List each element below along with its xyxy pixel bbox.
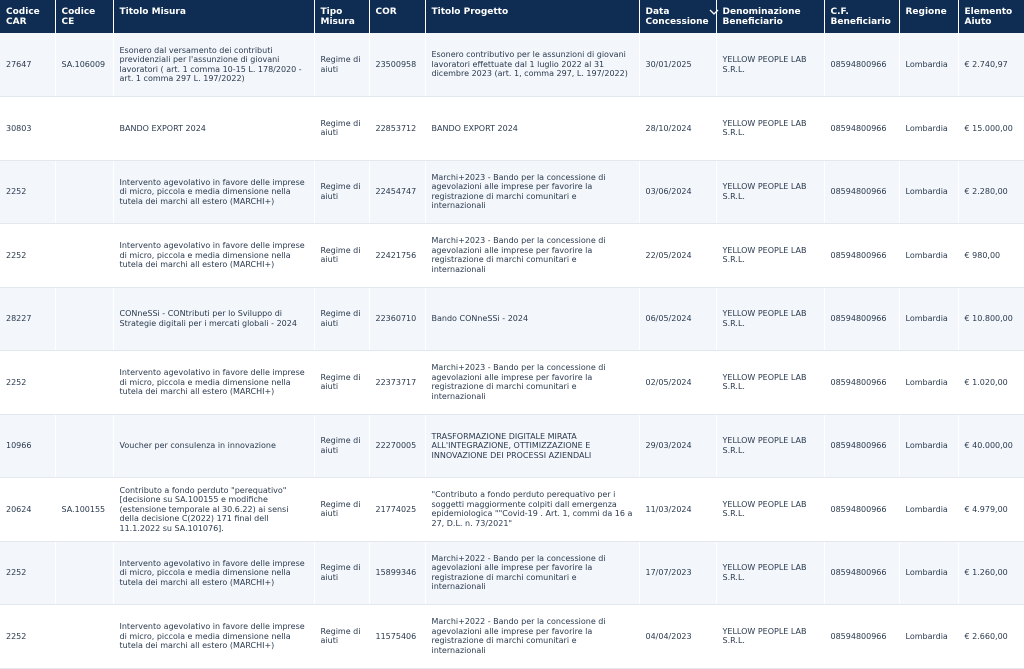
cell-text: 2252: [6, 377, 27, 387]
cell-tipo-misura: [314, 287, 369, 351]
cell-titolo-progetto: [425, 541, 639, 605]
cell-text: 08594800966: [830, 314, 887, 323]
cell-text: SA.100155: [61, 504, 106, 514]
column-header-label: Titolo Misura: [119, 7, 186, 17]
cell-text: 21774025: [375, 504, 417, 514]
table-row[interactable]: [0, 33, 1024, 97]
cell-tipo-misura: [314, 351, 369, 415]
cell-text: Regime di aiuti: [320, 55, 361, 74]
column-header-titolo-progetto[interactable]: [425, 0, 639, 33]
cell-codice-ce: [55, 414, 113, 478]
cell-data-concessione: [639, 224, 716, 288]
cell-text: 11/03/2024: [645, 504, 692, 514]
cell-text: BANDO EXPORT 2024: [119, 123, 206, 133]
cell-data-concessione: [639, 160, 716, 224]
cell-text: YELLOW PEOPLE LAB S.R.L.: [722, 436, 807, 455]
cell-codice-car: [0, 541, 55, 605]
table-header: [0, 0, 1024, 33]
sortable-header: [646, 7, 710, 27]
column-header-label: COR: [375, 7, 397, 17]
cell-text: € 4.979,00: [964, 504, 1008, 514]
cell-cor: [369, 605, 425, 669]
cell-text: € 2.740,97: [964, 59, 1008, 69]
cell-data-concessione: [639, 541, 716, 605]
cell-data-concessione: [639, 287, 716, 351]
table-row[interactable]: [0, 287, 1024, 351]
cell-titolo-misura: [113, 541, 314, 605]
column-header-codice-car[interactable]: [0, 0, 55, 33]
cell-titolo-progetto: [425, 97, 639, 161]
cell-cor: [369, 414, 425, 478]
cell-text: 11575406: [375, 631, 417, 641]
cell-titolo-progetto: [425, 351, 639, 415]
cell-elemento-aiuto: [958, 97, 1024, 161]
cell-text: € 2.660,00: [964, 631, 1008, 641]
cell-text: Lombardia: [905, 504, 948, 514]
cell-text: Regime di aiuti: [320, 626, 361, 646]
cell-tipo-misura: [314, 224, 369, 288]
cell-tipo-misura: [314, 605, 369, 669]
cell-elemento-aiuto: [958, 478, 1024, 542]
cell-tipo-misura: [314, 541, 369, 605]
cell-text: € 980,00: [964, 250, 1001, 260]
cell-data-concessione: [639, 351, 716, 415]
cell-cor: [369, 224, 425, 288]
table-body: [0, 33, 1024, 668]
cell-denominazione: [716, 478, 824, 542]
cell-codice-ce: [55, 224, 113, 288]
cell-titolo-misura: [113, 414, 314, 478]
cell-codice-car: [0, 605, 55, 669]
table-row[interactable]: [0, 605, 1024, 669]
cell-codice-ce: [55, 97, 113, 161]
cell-text: Regime di aiuti: [320, 499, 361, 519]
cell-regione: [899, 351, 958, 415]
column-header-titolo-misura[interactable]: [113, 0, 314, 33]
cell-text: Intervento agevolativo in favore delle imprese di micro, piccola e media dimensione nella tutela dei marchi all estero (MARCHI+): [119, 241, 305, 269]
cell-cor: [369, 160, 425, 224]
cell-text: YELLOW PEOPLE LAB S.R.L.: [722, 245, 807, 265]
cell-text: SA.106009: [61, 59, 106, 69]
cell-denominazione: [716, 541, 824, 605]
cell-text: Lombardia: [905, 250, 948, 260]
column-header-label: Data Concessione: [645, 7, 709, 27]
column-header-elemento-aiuto[interactable]: [958, 0, 1024, 33]
table-row[interactable]: [0, 224, 1024, 288]
column-header-data-concessione[interactable]: [639, 0, 716, 33]
cell-text: 06/05/2024: [645, 314, 692, 323]
cell-data-concessione: [639, 414, 716, 478]
cell-titolo-progetto: [425, 160, 639, 224]
cell-text: Regime di aiuti: [320, 182, 361, 201]
cell-cf: [824, 224, 899, 288]
cell-titolo-misura: [113, 478, 314, 542]
cell-codice-ce: [55, 160, 113, 224]
cell-text: 08594800966: [830, 631, 887, 641]
cell-text: YELLOW PEOPLE LAB S.R.L.: [722, 55, 807, 74]
cell-text: 22/05/2024: [645, 250, 692, 260]
cell-text: 2252: [6, 250, 27, 260]
cell-denominazione: [716, 351, 824, 415]
cell-text: Intervento agevolativo in favore delle imprese di micro, piccola e media dimensione nella tutela dei marchi all estero (MARCHI+): [119, 368, 305, 396]
cell-text: 2252: [6, 187, 27, 196]
column-header-label: C.F. Beneficiario: [830, 7, 891, 27]
cell-regione: [899, 224, 958, 288]
cell-cor: [369, 478, 425, 542]
cell-text: 23500958: [375, 59, 417, 69]
cell-text: YELLOW PEOPLE LAB S.R.L.: [722, 182, 807, 201]
cell-text: Marchi+2022 - Bando per la concessione di agevolazioni alle imprese per favorire la registrazione di marchi comunitari e internazionali: [431, 617, 606, 655]
cell-text: 22360710: [375, 314, 417, 323]
cell-titolo-progetto: [425, 287, 639, 351]
cell-text: 20624: [6, 504, 32, 514]
cell-text: 28/10/2024: [645, 123, 692, 133]
cell-codice-car: [0, 478, 55, 542]
cell-denominazione: [716, 97, 824, 161]
table-row[interactable]: [0, 414, 1024, 478]
cell-tipo-misura: [314, 33, 369, 97]
cell-titolo-progetto: [425, 414, 639, 478]
cell-text: € 2.280,00: [964, 187, 1008, 196]
cell-codice-ce: [55, 541, 113, 605]
cell-text: BANDO EXPORT 2024: [431, 123, 518, 133]
chevron-down-icon[interactable]: [709, 7, 719, 17]
cell-regione: [899, 541, 958, 605]
cell-elemento-aiuto: [958, 33, 1024, 97]
cell-denominazione: [716, 160, 824, 224]
column-header-label: Regione: [905, 7, 947, 17]
cell-regione: [899, 33, 958, 97]
cell-data-concessione: [639, 605, 716, 669]
cell-text: 08594800966: [830, 187, 887, 196]
cell-cf: [824, 97, 899, 161]
table-row[interactable]: [0, 160, 1024, 224]
column-header-label: Denominazione Beneficiario: [722, 7, 801, 27]
cell-text: 08594800966: [830, 377, 887, 387]
cell-elemento-aiuto: [958, 287, 1024, 351]
cell-cor: [369, 541, 425, 605]
cell-text: Lombardia: [905, 568, 948, 577]
cell-text: "Contributo a fondo perduto perequativo per i soggetti maggiormente colpiti dall emergenza epidemiologica ""Covid-19 . Art. 1, commi da 16 a 27, D.L. n. 73/2021": [431, 490, 633, 528]
cell-text: TRASFORMAZIONE DIGITALE MIRATA ALL'INTEGRAZIONE, OTTIMIZZAZIONE E INNOVAZIONE DEI PROCESSI AZIENDALI: [431, 431, 592, 460]
cell-titolo-progetto: [425, 605, 639, 669]
cell-text: € 40.000,00: [964, 441, 1013, 450]
cell-codice-car: [0, 224, 55, 288]
cell-cf: [824, 33, 899, 97]
cell-text: Regime di aiuti: [320, 309, 361, 328]
cell-text: YELLOW PEOPLE LAB S.R.L.: [722, 563, 807, 582]
column-header-cf[interactable]: [824, 0, 899, 33]
cell-text: Contributo a fondo perduto "perequativo" [decisione su SA.100155 e modifiche (estensione temporale al 30.6.22) ai sensi della decisione C(2022) 171 final dell 11.1.2022 su SA.101076].: [119, 485, 289, 533]
cell-text: Marchi+2023 - Bando per la concessione di agevolazioni alle imprese per favorire la registrazione di marchi comunitari e internazionali: [431, 236, 606, 274]
cell-text: YELLOW PEOPLE LAB S.R.L.: [722, 626, 807, 646]
cell-elemento-aiuto: [958, 351, 1024, 415]
cell-text: € 1.260,00: [964, 568, 1008, 577]
cell-denominazione: [716, 287, 824, 351]
cell-titolo-misura: [113, 351, 314, 415]
cell-elemento-aiuto: [958, 541, 1024, 605]
cell-text: 08594800966: [830, 123, 887, 133]
cell-cf: [824, 414, 899, 478]
cell-tipo-misura: [314, 478, 369, 542]
cell-codice-car: [0, 33, 55, 97]
column-header-label: Titolo Progetto: [431, 7, 509, 17]
cell-codice-ce: [55, 287, 113, 351]
cell-text: Intervento agevolativo in favore delle imprese di micro, piccola e media dimensione nella tutela dei marchi all estero (MARCHI+): [119, 622, 305, 650]
cell-text: YELLOW PEOPLE LAB S.R.L.: [722, 372, 807, 392]
cell-denominazione: [716, 33, 824, 97]
cell-text: YELLOW PEOPLE LAB S.R.L.: [722, 118, 807, 138]
cell-codice-ce: [55, 478, 113, 542]
cell-text: 22270005: [375, 441, 417, 450]
cell-regione: [899, 97, 958, 161]
cell-codice-ce: [55, 33, 113, 97]
cell-titolo-misura: [113, 97, 314, 161]
cell-text: 02/05/2024: [645, 377, 692, 387]
cell-regione: [899, 414, 958, 478]
cell-text: Intervento agevolativo in favore delle imprese di micro, piccola e media dimensione nella tutela dei marchi all estero (MARCHI+): [119, 558, 305, 587]
cell-titolo-misura: [113, 605, 314, 669]
cell-text: 22454747: [375, 187, 417, 196]
cell-codice-car: [0, 97, 55, 161]
cell-text: Bando CONneSSi - 2024: [431, 314, 529, 323]
cell-text: Marchi+2023 - Bando per la concessione di agevolazioni alle imprese per favorire la registrazione di marchi comunitari e internazionali: [431, 172, 606, 211]
cell-text: 22853712: [375, 123, 417, 133]
column-header-tipo-misura[interactable]: [314, 0, 369, 33]
cell-elemento-aiuto: [958, 160, 1024, 224]
cell-text: Regime di aiuti: [320, 563, 361, 582]
cell-elemento-aiuto: [958, 605, 1024, 669]
cell-titolo-misura: [113, 33, 314, 97]
cell-text: Marchi+2023 - Bando per la concessione di agevolazioni alle imprese per favorire la registrazione di marchi comunitari e internazionali: [431, 363, 606, 401]
cell-tipo-misura: [314, 97, 369, 161]
cell-cf: [824, 478, 899, 542]
cell-text: Lombardia: [905, 123, 948, 133]
cell-text: Regime di aiuti: [320, 372, 361, 392]
table-row[interactable]: [0, 351, 1024, 415]
cell-cor: [369, 97, 425, 161]
cell-denominazione: [716, 605, 824, 669]
table-row[interactable]: [0, 97, 1024, 161]
cell-text: YELLOW PEOPLE LAB S.R.L.: [722, 499, 807, 519]
cell-text: Lombardia: [905, 377, 948, 387]
cell-regione: [899, 287, 958, 351]
column-header-label: Codice CAR: [6, 7, 40, 27]
cell-text: Lombardia: [905, 441, 948, 450]
column-header-label: Tipo Misura: [320, 7, 355, 27]
cell-text: 2252: [6, 568, 27, 577]
cell-text: 28227: [6, 314, 32, 323]
cell-text: 27647: [6, 59, 32, 69]
table-row[interactable]: [0, 478, 1024, 542]
cell-text: 08594800966: [830, 504, 887, 514]
cell-denominazione: [716, 414, 824, 478]
cell-titolo-misura: [113, 160, 314, 224]
cell-codice-car: [0, 414, 55, 478]
cell-data-concessione: [639, 97, 716, 161]
cell-titolo-misura: [113, 287, 314, 351]
cell-tipo-misura: [314, 160, 369, 224]
cell-regione: [899, 478, 958, 542]
cell-text: 08594800966: [830, 59, 887, 69]
cell-cf: [824, 287, 899, 351]
cell-text: Regime di aiuti: [320, 245, 361, 265]
column-header-denominazione[interactable]: [716, 0, 824, 33]
cell-codice-car: [0, 351, 55, 415]
cell-text: 10966: [6, 441, 32, 450]
cell-codice-car: [0, 160, 55, 224]
cell-cf: [824, 541, 899, 605]
cell-denominazione: [716, 224, 824, 288]
cell-text: Intervento agevolativo in favore delle imprese di micro, piccola e media dimensione nella tutela dei marchi all estero (MARCHI+): [119, 177, 305, 206]
cell-text: Regime di aiuti: [320, 436, 361, 455]
cell-cf: [824, 160, 899, 224]
cell-titolo-progetto: [425, 224, 639, 288]
cell-text: Lombardia: [905, 187, 948, 196]
cell-text: Lombardia: [905, 59, 948, 69]
cell-codice-ce: [55, 351, 113, 415]
cell-cf: [824, 605, 899, 669]
cell-text: 08594800966: [830, 441, 887, 450]
cell-data-concessione: [639, 33, 716, 97]
cell-tipo-misura: [314, 414, 369, 478]
cell-cor: [369, 33, 425, 97]
table-row[interactable]: [0, 541, 1024, 605]
cell-text: 22421756: [375, 250, 417, 260]
column-header-regione[interactable]: [899, 0, 958, 33]
cell-text: € 1.020,00: [964, 377, 1008, 387]
cell-text: € 15.000,00: [964, 123, 1013, 133]
cell-regione: [899, 605, 958, 669]
cell-text: Voucher per consulenza in innovazione: [119, 441, 276, 450]
column-header-label: Codice CE: [61, 7, 96, 27]
cell-text: 15899346: [375, 568, 417, 577]
cell-text: 2252: [6, 631, 27, 641]
cell-elemento-aiuto: [958, 224, 1024, 288]
cell-text: CONneSSi - CONtributi per lo Sviluppo di Strategie digitali per i mercati globali - 2024: [119, 309, 297, 328]
column-header-codice-ce[interactable]: [55, 0, 113, 33]
cell-text: Regime di aiuti: [320, 118, 361, 138]
cell-cf: [824, 351, 899, 415]
cell-data-concessione: [639, 478, 716, 542]
cell-elemento-aiuto: [958, 414, 1024, 478]
cell-text: Marchi+2022 - Bando per la concessione di agevolazioni alle imprese per favorire la registrazione di marchi comunitari e internazionali: [431, 553, 606, 592]
cell-text: 17/07/2023: [645, 568, 692, 577]
cell-text: Lombardia: [905, 314, 948, 323]
cell-text: YELLOW PEOPLE LAB S.R.L.: [722, 309, 807, 328]
cell-cor: [369, 351, 425, 415]
cell-text: 04/04/2023: [645, 631, 692, 641]
cell-regione: [899, 160, 958, 224]
cell-codice-ce: [55, 605, 113, 669]
cell-titolo-misura: [113, 224, 314, 288]
cell-cor: [369, 287, 425, 351]
table-header-row: [0, 0, 1024, 33]
cell-text: 08594800966: [830, 250, 887, 260]
cell-codice-car: [0, 287, 55, 351]
column-header-cor[interactable]: [369, 0, 425, 33]
cell-text: 03/06/2024: [645, 187, 692, 196]
column-header-label: Elemento Aiuto: [964, 7, 1013, 27]
cell-text: 29/03/2024: [645, 441, 692, 450]
cell-text: 30/01/2025: [645, 59, 692, 69]
cell-titolo-progetto: [425, 478, 639, 542]
cell-text: 22373717: [375, 377, 417, 387]
cell-text: 30803: [6, 123, 32, 133]
cell-text: Esonero dal versamento dei contributi previdenziali per l'assunzione di giovani lavoratori ( art. 1 comma 10-15 L. 178/2020 - art. 1 comma 297 L. 197/2022): [119, 45, 302, 83]
cell-text: 08594800966: [830, 568, 887, 577]
cell-titolo-progetto: [425, 33, 639, 97]
cell-text: € 10.800,00: [964, 314, 1013, 323]
cell-text: Lombardia: [905, 631, 948, 641]
cell-text: Esonero contributivo per le assunzioni di giovani lavoratori effettuate dal 1 luglio 2022 al 31 dicembre 2023 (art. 1, comma 297, L. 197/2022): [431, 50, 628, 79]
